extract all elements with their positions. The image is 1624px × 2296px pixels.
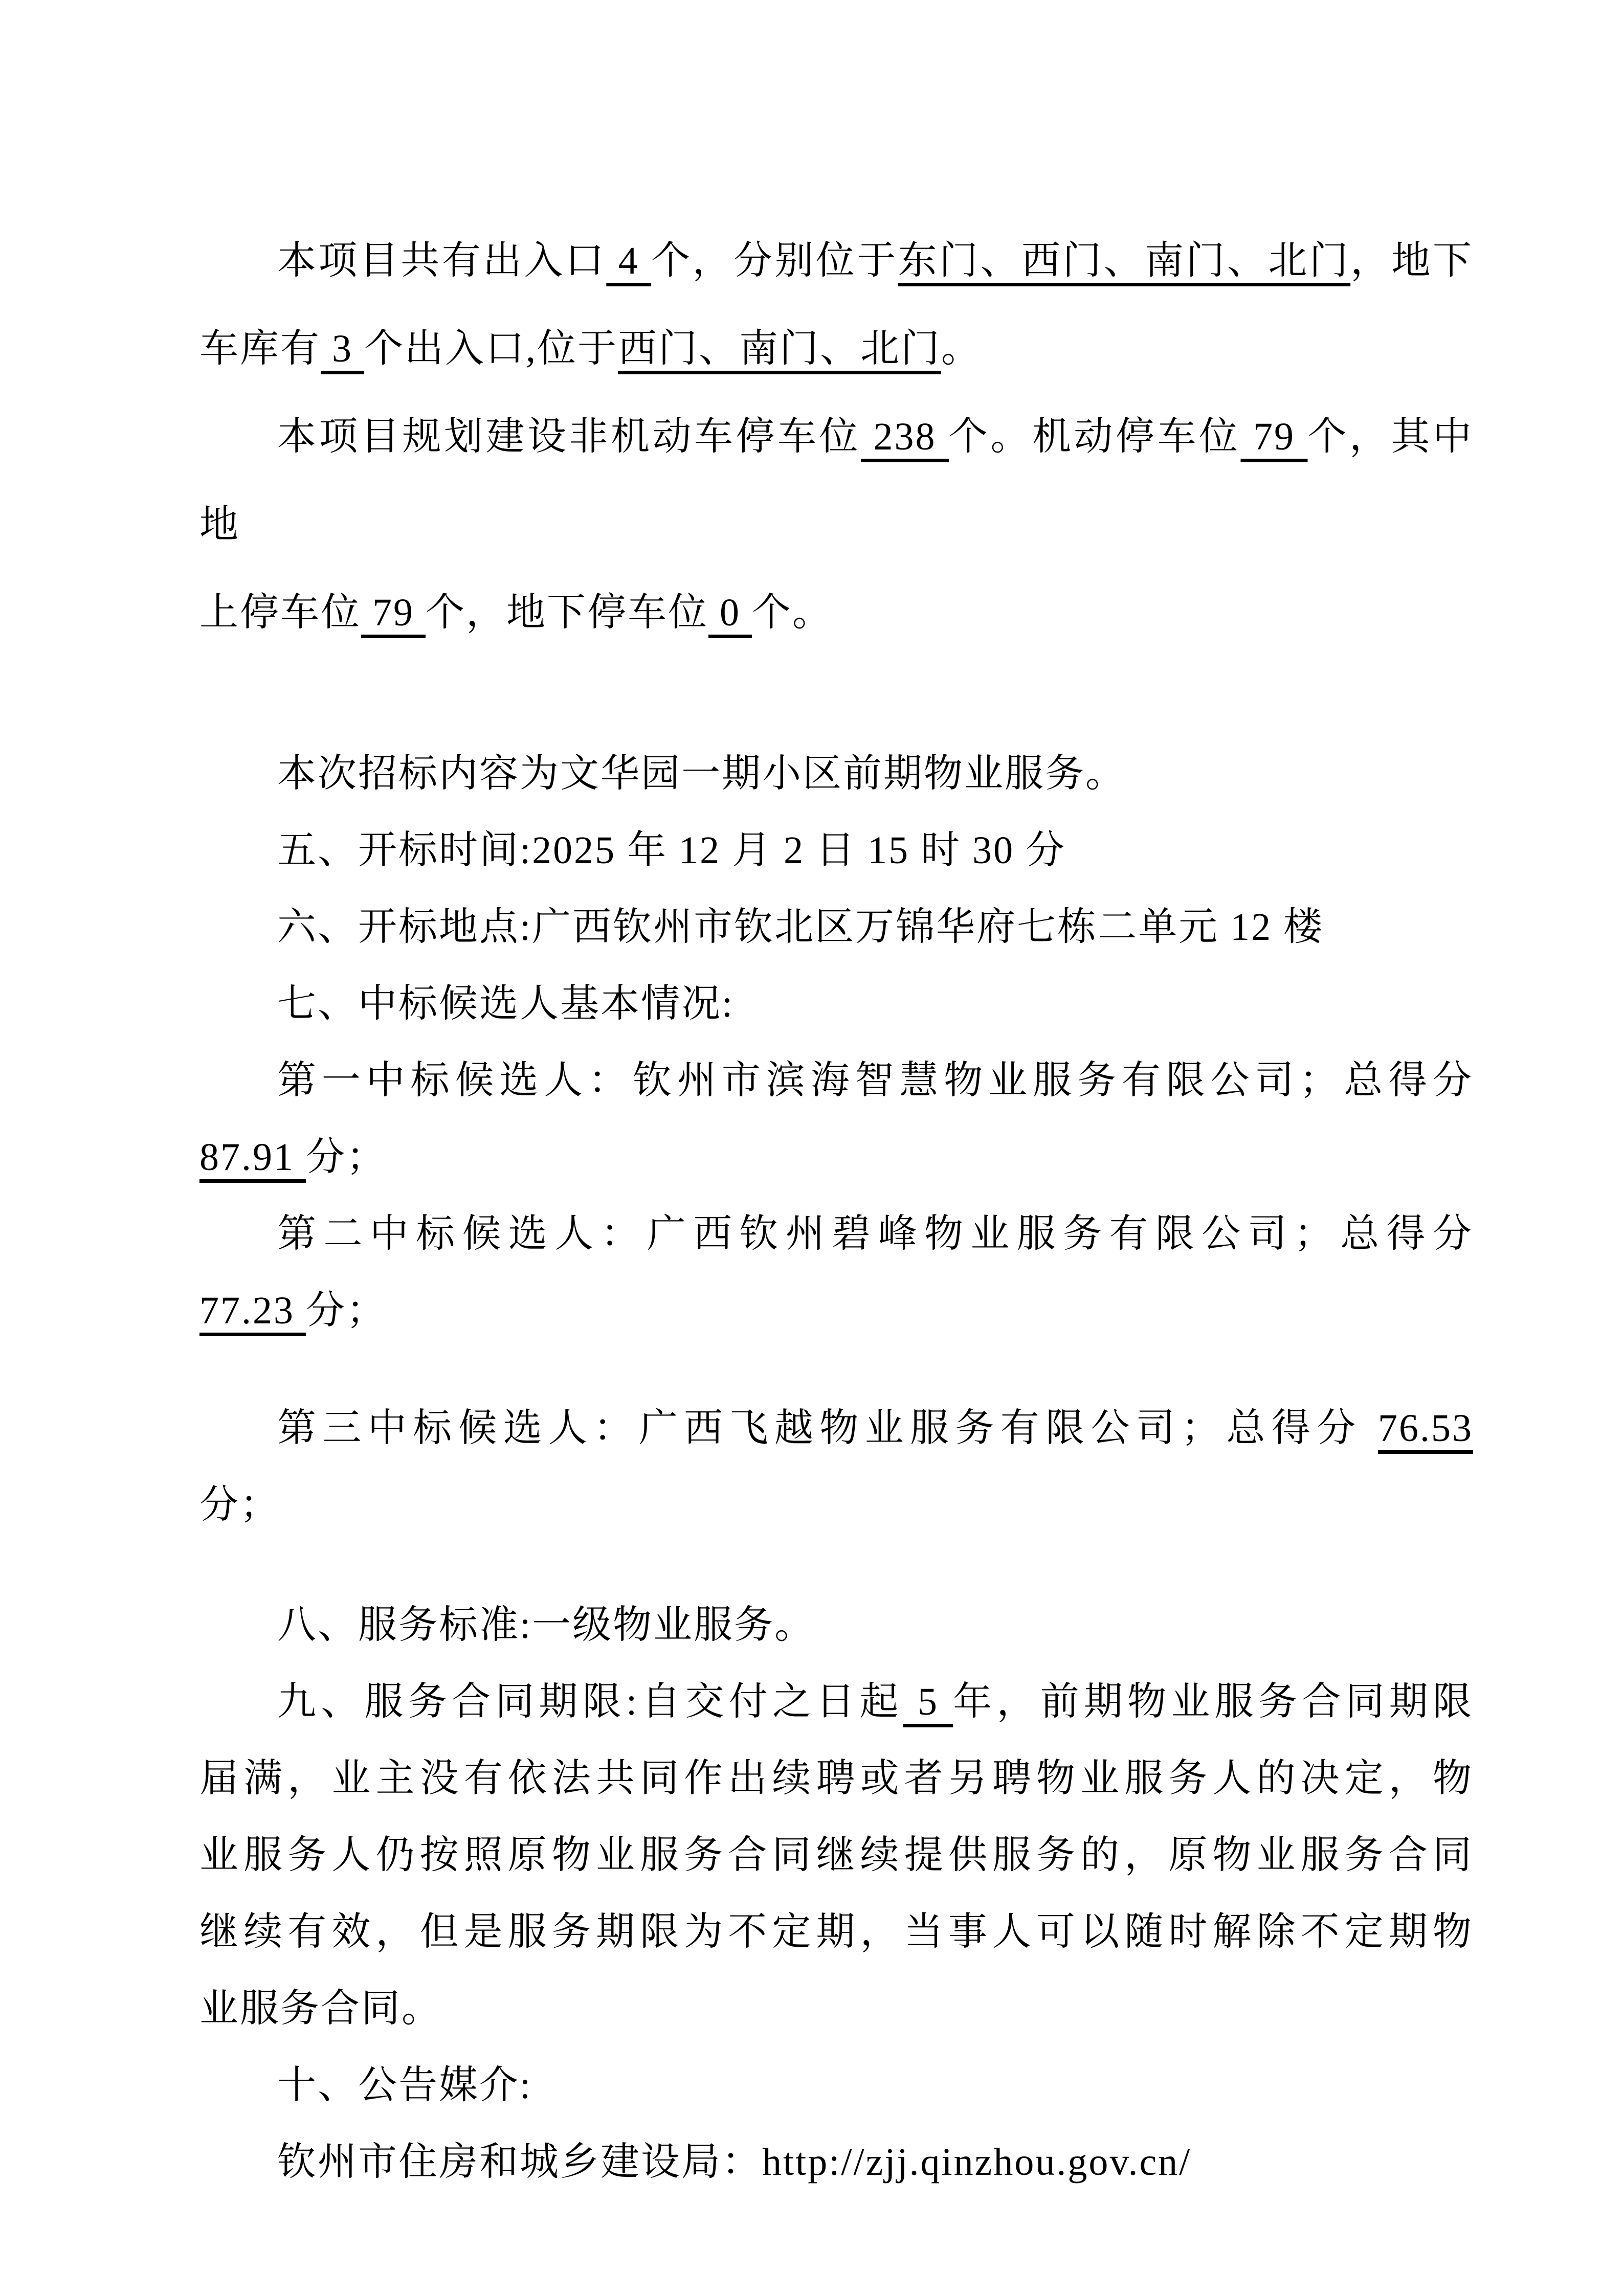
text-run: 个，分别位于 <box>651 239 898 282</box>
document-body <box>199 217 1473 2200</box>
underlined-form-value: 3 <box>321 327 364 370</box>
text-run: 业服务人仍按照原物业服务合同继续提供服务的，原物业服务合同 <box>199 1834 1473 1877</box>
text-line <box>199 1467 1473 1543</box>
text-line <box>199 1042 1473 1119</box>
text-run: 十、公告媒介: <box>277 2064 532 2107</box>
text-run: 第一中标候选人：钦州市滨海智慧物业服务有限公司；总得分 <box>277 1059 1473 1102</box>
text-run: 本项目规划建设非机动车停车位 <box>277 415 861 458</box>
text-run: 七、中标候选人基本情况: <box>277 982 735 1025</box>
underlined-form-value: 87.91 <box>199 1136 306 1179</box>
text-run: 九、服务合同期限:自交付之日起 <box>277 1680 903 1723</box>
text-run: 。 <box>941 327 982 370</box>
text-run: 八、服务标准:一级物业服务。 <box>277 1604 815 1647</box>
text-line <box>199 1970 1473 2047</box>
paragraph-block-third-candidate <box>199 1390 1473 1543</box>
underlined-form-value: 76.53 <box>1378 1407 1473 1450</box>
text-line <box>199 735 1473 812</box>
text-run: 五、开标时间:2025 年 12 月 2 日 15 时 30 分 <box>277 829 1066 872</box>
text-line <box>199 1817 1473 1894</box>
text-run: 钦州市住房和城乡建设局：http://zjj.qinzhou.gov.cn/ <box>277 2141 1192 2184</box>
text-line <box>199 1587 1473 1663</box>
text-run: ，地下 <box>1350 239 1474 282</box>
text-run: 年，前期物业服务合同期限 <box>953 1680 1474 1723</box>
text-line <box>199 1119 1473 1196</box>
text-line <box>199 1663 1473 1740</box>
text-run: 个，其中地 <box>199 415 1473 546</box>
text-run: 个。机动停车位 <box>949 415 1241 458</box>
text-line <box>199 965 1473 1042</box>
text-line <box>199 2047 1473 2124</box>
underlined-form-value: 4 <box>606 239 652 282</box>
text-line <box>199 812 1473 889</box>
paragraph-block-entrances-and-parking <box>199 217 1473 657</box>
underlined-form-value: 79 <box>361 591 426 634</box>
text-line <box>199 1272 1473 1349</box>
text-run: 车库有 <box>199 327 321 370</box>
text-run: 第二中标候选人：广西钦州碧峰物业服务有限公司；总得分 <box>277 1212 1473 1255</box>
text-line <box>199 569 1473 657</box>
text-run: 业服务合同。 <box>199 1987 442 2030</box>
underlined-form-value: 238 <box>861 415 949 458</box>
underlined-form-value: 79 <box>1240 415 1308 458</box>
text-run: 个，地下停车位 <box>426 591 708 634</box>
underlined-form-value: 5 <box>903 1680 953 1723</box>
text-run: 分； <box>306 1136 387 1179</box>
text-run: 分； <box>306 1289 387 1332</box>
text-run: 分； <box>199 1483 280 1526</box>
text-line <box>199 1894 1473 1970</box>
text-line <box>199 1196 1473 1272</box>
underlined-form-value: 77.23 <box>199 1289 306 1332</box>
text-line <box>199 1740 1473 1817</box>
text-run: 上停车位 <box>199 591 361 634</box>
underlined-form-value: 西门、南门、北门 <box>618 327 941 370</box>
text-run: 本项目共有出入口 <box>277 239 607 282</box>
text-run: 本次招标内容为文华园一期小区前期物业服务。 <box>277 752 1126 795</box>
text-run: 个。 <box>752 591 833 634</box>
text-run: 个出入口,位于 <box>364 327 618 370</box>
text-run: 继续有效，但是服务期限为不定期，当事人可以随时解除不定期物 <box>199 1910 1473 1953</box>
text-line <box>199 305 1473 393</box>
text-line <box>199 217 1473 305</box>
paragraph-block-bid-opening-and-candidates <box>199 735 1473 1349</box>
text-run: 届满，业主没有依法共同作出续聘或者另聘物业服务人的决定，物 <box>199 1757 1473 1800</box>
text-run: 六、开标地点:广西钦州市钦北区万锦华府七栋二单元 12 楼 <box>277 906 1324 949</box>
text-line <box>199 889 1473 965</box>
text-run: 第三中标候选人：广西飞越物业服务有限公司；总得分 <box>277 1407 1378 1450</box>
text-line <box>199 393 1473 569</box>
text-line <box>199 1390 1473 1467</box>
text-line <box>199 2124 1473 2200</box>
underlined-form-value: 0 <box>708 591 752 634</box>
underlined-form-value: 东门、西门、南门、北门 <box>898 239 1351 282</box>
paragraph-block-service-terms-and-media <box>199 1587 1473 2200</box>
